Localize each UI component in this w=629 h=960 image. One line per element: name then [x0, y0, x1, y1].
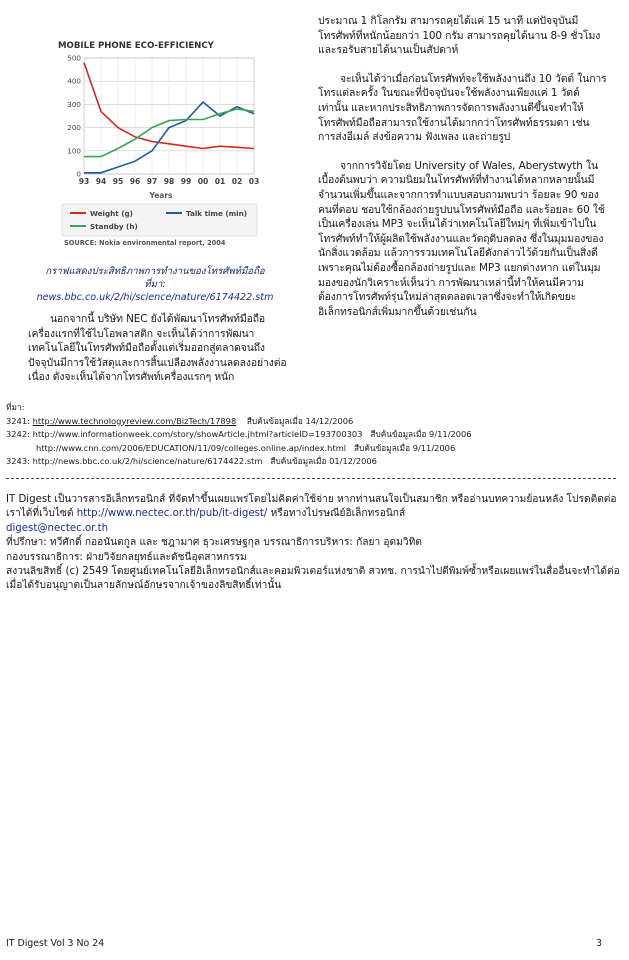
caption-source — [30, 278, 280, 304]
ref-url[interactable]: http://www.cnn.com/2006/EDUCATION/11/09/colleges.online.ap/index.html — [36, 442, 347, 453]
footer-email-link[interactable]: digest@nectec.or.th — [6, 522, 109, 534]
footer-intro — [6, 493, 621, 536]
ref-id: 3242: — [6, 429, 30, 439]
ref-url[interactable]: http://www.technologyreview.com/BizTech/17898 — [32, 415, 237, 426]
page-number: 3 — [596, 938, 602, 949]
x-tick-label: 97 — [146, 177, 158, 186]
ref-url[interactable]: http://news.bbc.co.uk/2/hi/science/nature/6174422.stm — [32, 456, 263, 466]
ref-date: สืบค้นข้อมูลเมื่อ 01/12/2006 — [270, 456, 377, 466]
right-paragraph-1: ประมาณ 1 กิโลกรัม สามารถคุยได้แค่ 15 นาที แต่ปัจจุบันมีโทรศัพท์ที่หนักน้อยกว่า 100 กรัม สามารถคุยได้นาน 8-9 ชั่วโมง และรอรับสายได้นานเป็นสัปดาห์ — [318, 15, 601, 57]
ref-date: สืบค้นข้อมูลเมื่อ 9/11/2006 — [370, 429, 472, 439]
footer-mid-text: หรือทางไปรษณีย์อิเล็กทรอนิกส์ — [267, 508, 406, 520]
x-tick-label: 98 — [163, 177, 175, 186]
section-divider — [6, 478, 616, 479]
ref-id: 3241: — [6, 415, 30, 426]
x-tick-label: 96 — [129, 177, 141, 186]
footer-advisor: ที่ปรึกษา: ทวีศักดิ์ กออนันตกูล และ ชฎามาศ ธุวะเศรษฐกุล บรรณาธิการบริหาร: กัลยา อุดมวิทิต — [6, 537, 422, 549]
x-tick-label: 95 — [112, 177, 124, 186]
left-column — [28, 312, 288, 385]
caption-title: กราฟแสดงประสิทธิภาพการทำงานของโทรศัพท์มือถือ — [45, 266, 265, 277]
eco-efficiency-chart — [56, 36, 262, 248]
legend-label: Standby (h) — [90, 222, 138, 231]
right-column — [318, 14, 608, 319]
footer-info — [6, 493, 621, 594]
y-tick-label: 400 — [67, 76, 81, 86]
x-tick-label: 93 — [78, 177, 90, 186]
right-paragraph-2: จะเห็นได้ว่าเมื่อก่อนโทรศัพท์จะใช้พลังงานถึง 10 วัตต์ ในการโทรแต่ละครั้ง ในขณะที่ปัจจุบันจะใช้พลังงานเพียงแค่ 1 วัตต์เท่านั้น และหากประสิทธิภาพการจัดการพลังงานดีขึ้นจะทำให้โทรศัพท์มือถือสามารถใช้งานได้มากกว่าโทรศัพท์ธรรมดา เช่น การส่งอีเมล์ ส่งข้อความ ฟังเพลง และถ่ายรูป — [318, 72, 607, 144]
footer-copyright: สงวนลิขสิทธิ์ (c) 2549 โดยศูนย์เทคโนโลยีอิเล็กทรอนิกส์และคอมพิวเตอร์แห่งชาติ สวทช. การนำไปตีพิมพ์ซ้ำหรือเผยแพร่ในสื่ออื่นจะทำได้ต่อเมื่อได้รับอนุญาตเป็นลายลักษณ์อักษรจากเจ้าของลิขสิทธิ์เท่านั้น — [6, 566, 620, 592]
y-tick-label: 0 — [76, 169, 81, 179]
ref-3243 — [6, 455, 621, 469]
ref-id: 3243: — [6, 456, 30, 466]
y-tick-label: 300 — [67, 99, 81, 109]
y-tick-label: 100 — [67, 146, 81, 156]
chart-source: SOURCE: Nokia environmental report, 2004 — [64, 239, 226, 247]
right-paragraph-3: จากการวิจัยโดย University of Wales, Aberystwyth ในเบื้องต้นพบว่า ความนิยมในโทรศัพท์ที่ทำงานได้หลากหลายนั้นมีจำนวนเพิ่มขึ้นและจากการทำแบบสอบถามพบว่า ร้อยละ 90 ของคนที่ตอบ ชอบใช้กล้องถ่ายรูปบนโทรศัพท์มือถือ และร้อยละ 60 ใช้เป็นเครื่องเล่น MP3 จะเห็นได้ว่าเทคโนโลยีใหม่ๆ ที่เพิ่มเข้าไปในโทรศัพท์ทำให้ผู้ผลิตใช้พลังงานและวัตถุดิบลดลง ซึ่งในมุมมองของนักสิ่งแวดล้อม แล้วการรวมเทคโนโลยีดังกล่าวไว้ด้วยกันเป็นสิ่งดี เพราะคุณไม่ต้องซื้อกล้องถ่ายรูปและ MP3 แยกต่างหาก แต่ในมุมมองของนักวิเคราะห์เห็นว่า การพัฒนาเหล่านี้ทำให้คนมีความต้องการโทรศัพท์รุ่นใหม่ล่าสุดตลอดเวลาซึ่งจะทำให้เกิดขยะอิเล็กทรอนิกส์เพิ่มมากขึ้นด้วยเช่นกัน — [318, 159, 605, 318]
x-tick-label: 02 — [231, 177, 243, 186]
legend-label: Talk time (min) — [186, 209, 247, 218]
chart-xlabel: Years — [149, 191, 173, 200]
y-tick-label: 500 — [67, 53, 81, 63]
x-tick-label: 01 — [214, 177, 226, 186]
chart-svg — [56, 36, 262, 248]
page-footer-left: IT Digest Vol 3 No 24 — [6, 938, 105, 949]
references — [6, 401, 621, 469]
x-tick-label: 99 — [180, 177, 192, 186]
footer-intro-text: IT Digest เป็นวารสารอิเล็กทรอนิกส์ ที่จัดทำขึ้นเผยแพร่โดยไม่คิดค่าใช้จ่าย หากท่านสนใจเป็นสมาชิก หรืออ่านบทความย้อนหลัง โปรดติดต่อเราได้ที่เว็บไซต์ — [6, 494, 617, 520]
ref-date: สืบค้นข้อมูลเมื่อ 14/12/2006 — [246, 415, 354, 426]
x-tick-label: 03 — [248, 177, 260, 186]
ref-3242 — [6, 428, 621, 442]
refs-heading: ที่มา: — [6, 402, 25, 412]
chart-caption — [30, 265, 280, 304]
ref-date: สืบค้นข้อมูลเมื่อ 9/11/2006 — [354, 442, 456, 453]
y-tick-label: 200 — [67, 123, 81, 133]
left-paragraph: นอกจากนี้ บริษัท NEC ยังได้พัฒนาโทรศัพท์มือถือเครื่องแรกที่ใช้ไบโอพลาสติก จะเห็นได้ว่าการพัฒนาเทคโนโลยีในโทรศัพท์มือถือตั้งแต่เริ่มออกสู่ตลาดจนถึงปัจจุบันมีการใช้วัสดุและการสิ้นเปลืองพลังงานลดลงอย่างต่อเนื่อง ดังจะเห็นได้จากโทรศัพท์เครื่องแรกๆ หนัก — [28, 313, 287, 384]
ref-3242-b — [6, 442, 621, 456]
legend-label: Weight (g) — [90, 209, 133, 218]
chart-title: MOBILE PHONE ECO-EFFICIENCY — [58, 41, 214, 51]
caption-link[interactable]: news.bbc.co.uk/2/hi/science/nature/6174422.stm — [36, 292, 274, 303]
caption-prefix: ที่มา: — [144, 279, 166, 290]
x-tick-label: 00 — [197, 177, 209, 186]
footer-editorial: กองบรรณาธิการ: ฝ่ายวิจัยกลยุทธ์และดัชนีอุตสาหกรรม — [6, 551, 247, 563]
x-tick-label: 94 — [95, 177, 107, 186]
ref-3241 — [6, 415, 621, 429]
footer-website-link[interactable]: http://www.nectec.or.th/pub/it-digest/ — [76, 508, 268, 520]
ref-url[interactable]: http://www.informationweek.com/story/showArticle.jhtml?articleID=193700303 — [32, 429, 363, 439]
